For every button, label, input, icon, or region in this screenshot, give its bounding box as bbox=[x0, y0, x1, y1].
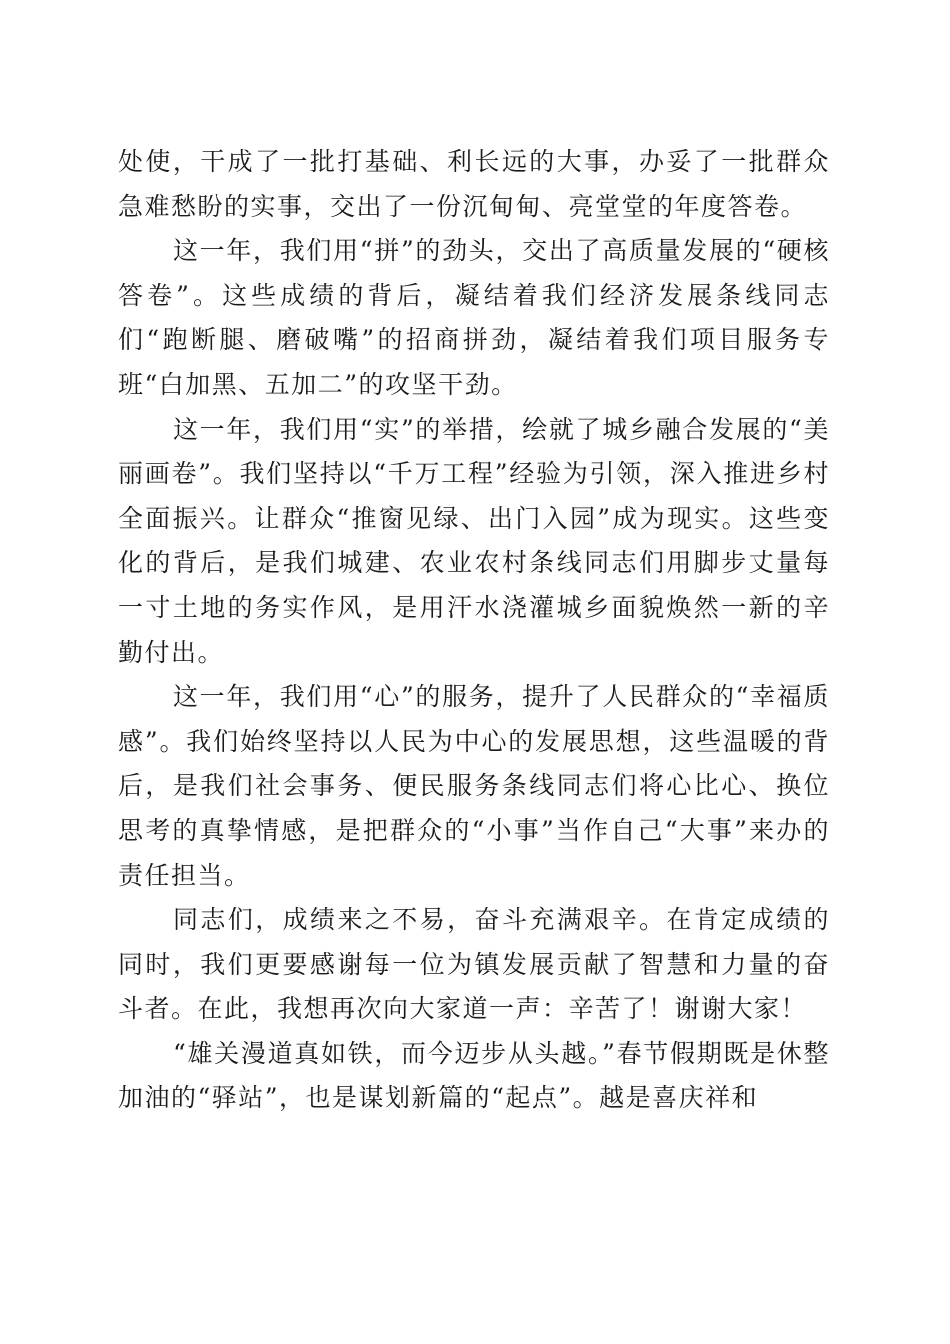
paragraph-heartfelt-service: 这一年，我们用“心”的服务，提升了人民群众的“幸福质感”。我们始终坚持以人民为中心的发展思想，这些温暖的背后，是我们社会事务、便民服务条线同志们将心比心、换位思考的真挚情感，是把群众的“小事”当作自己“大事”来办的责任担当。 bbox=[118, 682, 830, 890]
paragraph-continuation: 处使，干成了一批打基础、利长远的大事，办妥了一批群众急难愁盼的实事，交出了一份沉甸甸、亮堂堂的年度答卷。 bbox=[118, 147, 830, 221]
paragraph-thanks: 同志们，成绩来之不易，奋斗充满艰辛。在肯定成绩的同时，我们更要感谢每一位为镇发展贡献了智慧和力量的奋斗者。在此，我想再次向大家道一声：辛苦了！谢谢大家！ bbox=[118, 905, 830, 1024]
paragraph-new-start: “雄关漫道真如铁，而今迈步从头越。”春节假期既是休整加油的“驿站”，也是谋划新篇的“起点”。越是喜庆祥和 bbox=[118, 1038, 830, 1113]
paragraph-practical-measures: 这一年，我们用“实”的举措，绘就了城乡融合发展的“美丽画卷”。我们坚持以“千万工程”经验为引领，深入推进乡村全面振兴。让群众“推窗见绿、出门入园”成为现实。这些变化的背后，是我们城建、农业农村条线同志们用脚步丈量每一寸土地的务实作风，是用汗水浇灌城乡面貌焕然一新的辛勤付出。 bbox=[118, 414, 830, 667]
document-body bbox=[118, 140, 830, 1121]
paragraph-pin-effort: 这一年，我们用“拼”的劲头，交出了高质量发展的“硬核答卷”。这些成绩的背后，凝结着我们经济发展条线同志们“跑断腿、磨破嘴”的招商拼劲，凝结着我们项目服务专班“白加黑、五加二”的攻坚干劲。 bbox=[118, 236, 830, 399]
